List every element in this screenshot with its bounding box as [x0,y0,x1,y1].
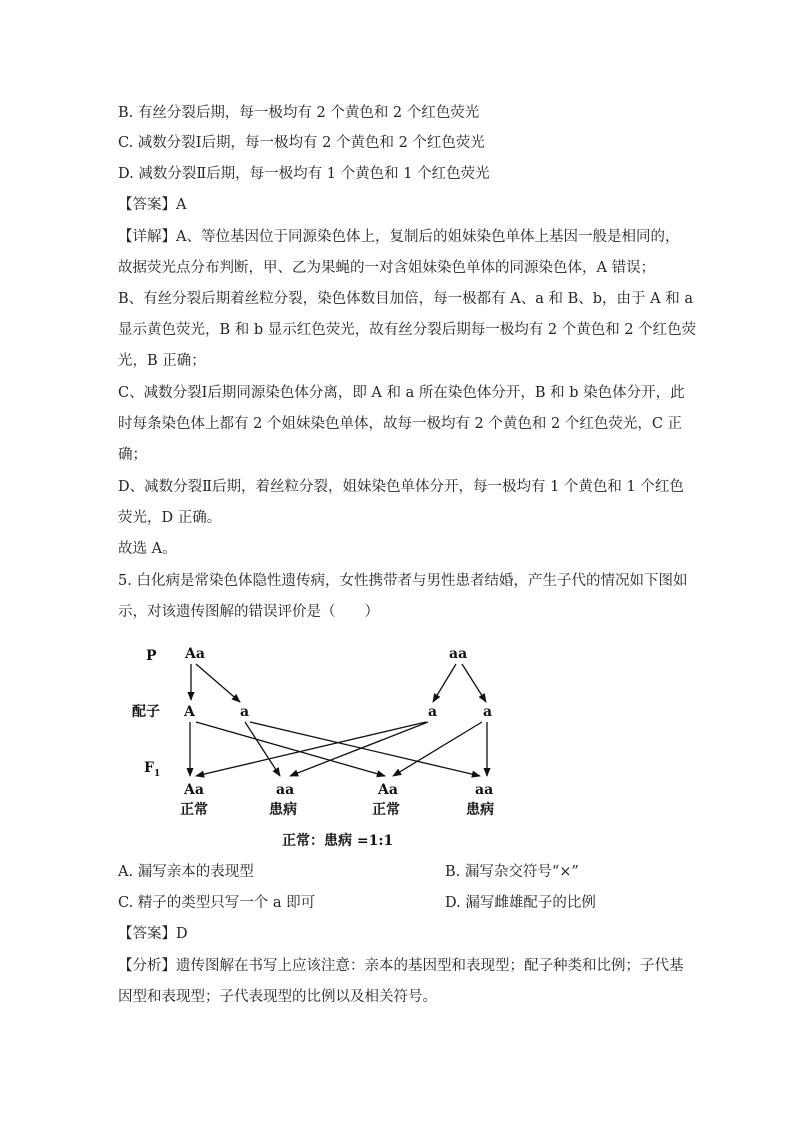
phenotype-ratio: 正常：患病 =1:1 [282,833,394,849]
arrow-p2-to-g4 [462,664,486,702]
q4-option-d: D. 减数分裂Ⅱ后期，每一极均有 1 个黄色和 1 个红色荧光 [118,166,490,182]
parent-1-genotype: Aa [185,646,205,662]
q4-detail-line-6: C、减数分裂Ⅰ后期同源染色体分离，即 A 和 a 所在染色体分开，B 和 b 染色体分开，此 [118,385,685,401]
gamete-3: a [428,704,438,720]
q4-detail-line-3: B、有丝分裂后期着丝粒分裂，染色体数目加倍，每一极都有 A、a 和 B、b，由于 A 和 a [118,291,693,307]
offspring-1-genotype: Aa [184,782,204,798]
q5-analysis-line-2: 因型和表现型；子代表现型的比例以及相关符号。 [118,989,437,1005]
offspring-1-phenotype: 正常 [180,802,208,818]
q4-option-b: B. 有丝分裂后期，每一极均有 2 个黄色和 2 个红色荧光 [118,105,480,121]
q4-detail-line-1: 【详解】A、等位基因位于同源染色体上，复制后的姐妹染色单体上基因一般是相同的， [118,229,680,245]
offspring-2-genotype: aa [276,782,295,798]
arrow-g1-to-c3 [196,722,385,776]
q4-detail-line-8: 确； [118,447,147,463]
arrow-g2-to-c4 [250,722,480,776]
q4-detail-line-10: 荧光，D 正确。 [118,510,222,526]
q4-detail-line-5: 光，B 正确； [118,353,206,369]
gamete-2: a [240,704,250,720]
offspring-4-phenotype: 患病 [466,802,494,818]
offspring-4-genotype: aa [475,782,494,798]
genetic-cross-diagram [0,630,794,860]
gamete-1: A [184,704,195,720]
q5-option-d: D. 漏写雌雄配子的比例 [445,895,596,911]
row-label-gamete: 配子 [132,704,160,720]
q5-option-b: B. 漏写杂交符号“×” [445,864,579,880]
q5-stem-line-2: 示，对该遗传图解的错误评价是（ ） [118,604,379,620]
q5-option-c: C. 精子的类型只写一个 a 即可 [118,895,316,911]
gamete-4: a [483,704,493,720]
arrow-g2-to-c2 [245,722,280,776]
q5-answer: 【答案】D [118,926,188,942]
row-label-f1: $F_1$ [144,760,161,779]
q4-detail-line-9: D、减数分裂Ⅱ后期，着丝粒分裂，姐妹染色单体分开，每一极均有 1 个黄色和 1 个红色 [118,479,684,495]
q4-detail-line-2: 故据荧光点分布判断，甲、乙为果蝇的一对含姐妹染色单体的同源染色体，A 错误； [118,260,656,276]
q5-option-a: A. 漏写亲本的表现型 [118,864,254,880]
offspring-3-phenotype: 正常 [372,802,400,818]
q4-option-c: C. 减数分裂Ⅰ后期，每一极均有 2 个黄色和 2 个红色荧光 [118,135,485,151]
q5-analysis-line-1: 【分析】遗传图解在书写上应该注意：亲本的基因型和表现型；配子种类和比例；子代基 [118,958,684,974]
row-label-p: P [146,648,157,664]
q4-detail-line-7: 时每条染色体上都有 2 个姐妹染色单体，故每一极均有 2 个黄色和 2 个红色荧光，C 正 [118,416,683,432]
offspring-3-genotype: Aa [378,782,398,798]
q4-answer: 【答案】A [118,197,187,213]
offspring-2-phenotype: 患病 [269,802,297,818]
parent-2-genotype: aa [449,646,468,662]
arrow-p1-to-g2 [196,664,240,702]
arrow-p2-to-g3 [433,664,456,702]
q5-stem-line-1: 5. 白化病是常染色体隐性遗传病，女性携带者与男性患者结婚，产生子代的情况如下图如 [118,573,688,589]
q4-detail-line-4: 显示黄色荧光，B 和 b 显示红色荧光，故有丝分裂后期每一极均有 2 个黄色和 2 个红色荧 [118,322,697,338]
q4-detail-line-11: 故选 A。 [118,541,177,557]
